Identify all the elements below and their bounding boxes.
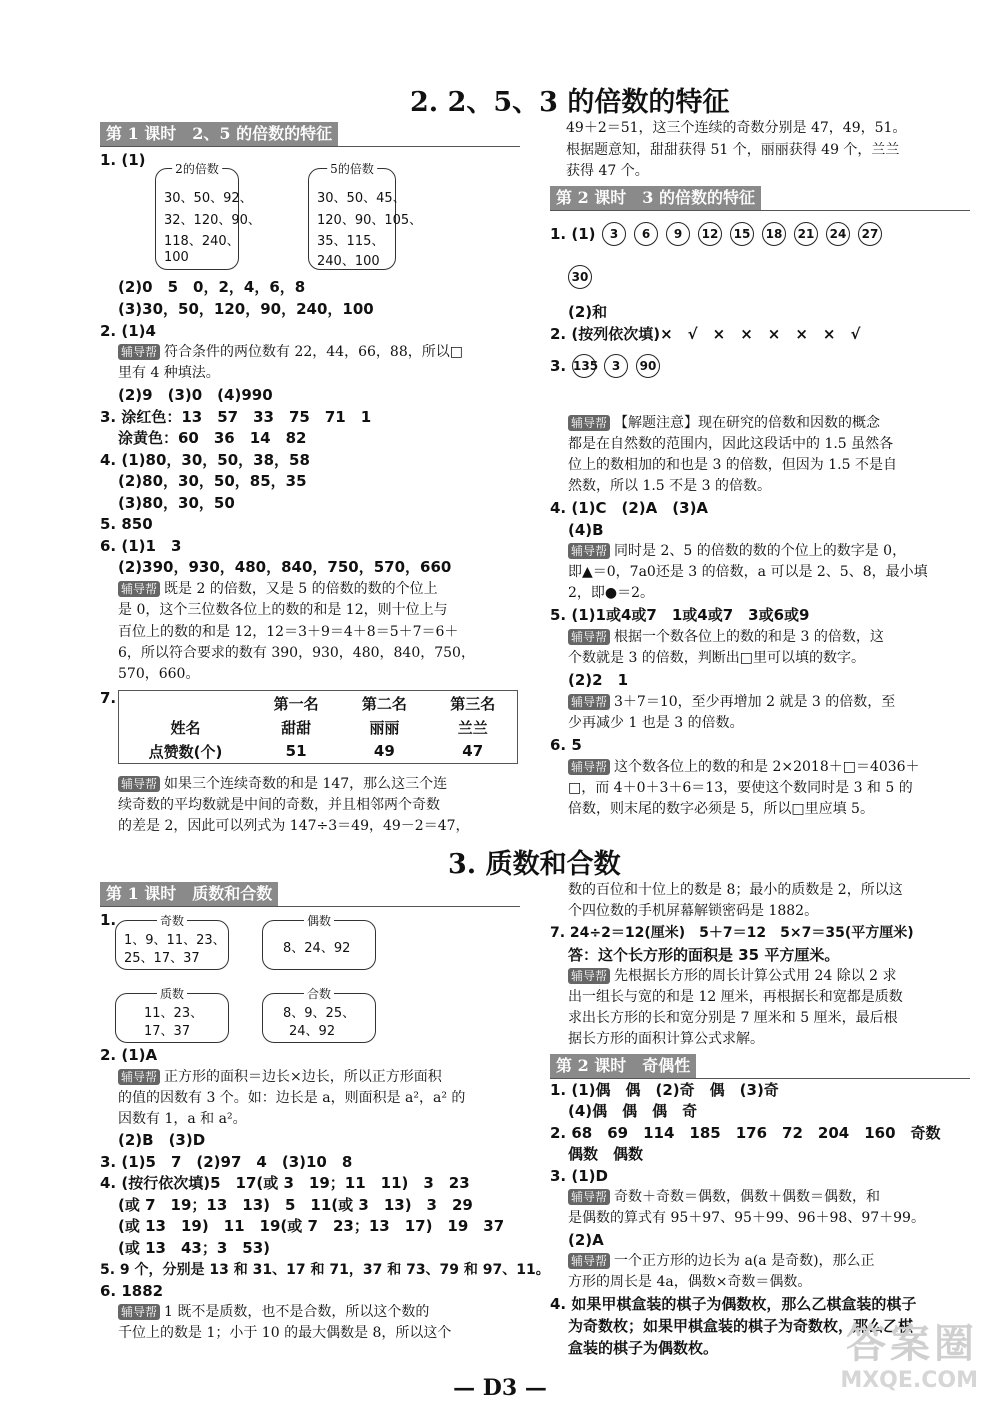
helper-note: 因数有 1，a 和 a²。 — [118, 1111, 247, 1127]
table-header: 第二名 — [361, 694, 407, 713]
table-header: 第三名 — [450, 694, 496, 713]
answer-line: (2)0 5 0，2，4，6，8 — [118, 278, 306, 296]
answer-line: 涂黄色：60 36 14 82 — [118, 429, 307, 447]
answer-line: (2)和 — [568, 303, 608, 321]
helper-note: 倍数，则末尾的数字必须是 5，所以□里应填 5。 — [568, 801, 874, 817]
helper-note — [118, 342, 463, 363]
helper-note — [118, 579, 438, 600]
box-title: 2的倍数 — [172, 160, 222, 177]
box-row: 35、115、 — [317, 234, 385, 249]
helper-badge: 辅导帮 — [568, 968, 610, 984]
helper-note: 根据题意知，甜甜获得 51 个，丽丽获得 49 个，兰兰 — [566, 142, 900, 158]
answer-line: 2. (1)4 — [100, 322, 156, 340]
helper-note: 少再减少 1 也是 3 的倍数。 — [568, 715, 744, 731]
helper-text: 符合条件的两位数有 22，44，66，88，所以□ — [164, 344, 463, 360]
answer-line: 为奇数枚；如果甲棋盒装的棋子为奇数枚，那么乙棋 — [568, 1317, 914, 1335]
answer-line: 5. (1)1或4或7 1或4或7 3或6或9 — [550, 606, 810, 624]
lesson-bar-label: 第 2 课时 奇偶性 — [550, 1054, 696, 1078]
helper-badge: 辅导帮 — [568, 543, 610, 559]
table-cell: 甜甜 — [281, 718, 312, 737]
helper-note: 个四位数的手机屏幕解锁密码是 1882。 — [568, 903, 819, 919]
lesson-bar — [100, 882, 520, 907]
helper-note: 是 0，这个三位数各位上的数的和是 12，则十位上与 — [118, 602, 448, 618]
helper-note — [568, 627, 884, 648]
helper-note — [568, 413, 880, 434]
prime-numbers-box — [115, 987, 229, 1043]
lesson-bar-label: 第 1 课时 2、5 的倍数的特征 — [100, 122, 338, 146]
circled-number: 12 — [698, 222, 722, 246]
helper-text: 3＋7＝10，至少再增加 2 就是 3 的倍数，至 — [614, 694, 896, 710]
helper-text: 一个正方形的边长为 a(a 是奇数)，那么正 — [614, 1253, 875, 1269]
answer-line: 2. (1)A — [100, 1046, 158, 1064]
answer-line: 6. (1)1 3 — [100, 537, 182, 555]
helper-text: 同时是 2、5 的倍数的数的个位上的数字是 0， — [614, 543, 907, 559]
helper-badge: 辅导帮 — [568, 1189, 610, 1205]
section-title: 2. 2、5、3 的倍数的特征 — [410, 87, 730, 118]
answer-line: 1. (1)偶 偶 (2)奇 偶 (3)奇 — [550, 1081, 779, 1099]
helper-badge: 辅导帮 — [568, 694, 610, 710]
helper-text: 奇数＋奇数＝偶数，偶数＋偶数＝偶数，和 — [614, 1189, 881, 1205]
box-row: 8、9、25、 — [283, 1006, 356, 1021]
even-numbers-box — [262, 914, 376, 970]
helper-text: 这个数各位上的数的和是 2×2018＋□＝4036＋ — [614, 759, 920, 775]
box-title: 奇数 — [157, 912, 187, 929]
helper-note — [118, 1067, 442, 1088]
box-row: 100 — [164, 250, 189, 265]
table-header: 第一名 — [273, 694, 319, 713]
box-row: 30、50、45、 — [317, 191, 406, 206]
answer-line: (4)B — [568, 521, 604, 539]
answer-line: 7. — [100, 689, 117, 707]
box-row: 8、24、92 — [283, 941, 351, 956]
helper-note: 百位上的数的和是 12，12＝3＋9＝4＋8＝5＋7＝6＋ — [118, 624, 459, 640]
circled-number: 90 — [636, 354, 660, 378]
helper-badge: 辅导帮 — [568, 629, 610, 645]
helper-note: 出一组长与宽的和是 12 厘米，再根据长和宽都是质数 — [568, 989, 903, 1005]
helper-note — [568, 1187, 880, 1208]
circled-number: 9 — [666, 222, 690, 246]
box-row: 24、92 — [289, 1024, 336, 1039]
helper-note: 千位上的数是 1；小于 10 的最大偶数是 8，所以这个 — [118, 1325, 452, 1341]
box-row: 1、9、11、23、 — [124, 933, 226, 948]
answer-line: 偶数 偶数 — [568, 1145, 644, 1163]
circled-number: 6 — [634, 222, 658, 246]
helper-badge: 辅导帮 — [118, 344, 160, 360]
answer-line: 3. 涂红色：13 57 33 75 71 1 — [100, 408, 372, 426]
helper-note: 6，所以符合要求的数有 390，930，480，840，750， — [118, 645, 475, 661]
helper-note: 里有 4 种填法。 — [118, 365, 220, 381]
answer-line: 3. (1)D — [550, 1167, 608, 1185]
lesson-bar — [550, 1054, 970, 1079]
answer-line: 2. 68 69 114 185 176 72 204 160 奇数 — [550, 1124, 941, 1142]
answer-line: 盒装的棋子为偶数枚。 — [568, 1339, 719, 1357]
composite-numbers-box — [262, 987, 376, 1043]
watermark-url: MXQE.COM — [840, 1368, 978, 1393]
helper-note: 是偶数的算式有 95＋97、95＋99、96＋98、97＋99。 — [568, 1210, 925, 1226]
circled-answers — [568, 265, 600, 289]
helper-note: 然数，所以 1.5 不是 3 的倍数。 — [568, 478, 771, 494]
answer-line: (3)80，30，50 — [118, 494, 235, 512]
answer-line: 6. 1882 — [100, 1282, 164, 1300]
table-cell: 姓名 — [170, 718, 201, 737]
question-label: 1. (1) — [100, 151, 146, 169]
answer-line: (或 7 19；13 13) 5 11(或 3 13) 3 29 — [118, 1196, 473, 1214]
helper-note: 都是在自然数的范围内，因此这段话中的 1.5 虽然各 — [568, 436, 894, 452]
helper-note: 的值的因数有 3 个。如：边长是 a，则面积是 a²，a² 的 — [118, 1090, 466, 1106]
box-row: 11、23、 — [144, 1006, 204, 1021]
table-cell: 点赞数(个) — [148, 742, 223, 761]
answer-line: (2)80，30，50，85，35 — [118, 472, 307, 490]
answer-line: (2)2 1 — [568, 671, 629, 689]
lesson-bar — [550, 186, 970, 211]
box-row: 120、90、105、 — [317, 213, 423, 228]
table-cell — [119, 691, 252, 716]
question-label: 3. — [550, 357, 567, 375]
helper-badge: 辅导帮 — [118, 581, 160, 597]
answer-line: (2)B (3)D — [118, 1131, 206, 1149]
helper-note: 方形的周长是 4a，偶数×奇数＝偶数。 — [568, 1274, 812, 1290]
helper-badge: 辅导帮 — [118, 776, 160, 792]
circled-number: 135 — [572, 354, 596, 378]
helper-text: 根据一个数各位上的数的和是 3 的倍数，这 — [614, 629, 884, 645]
answer-line: (或 13 19) 11 19(或 7 23；13 17) 19 37 — [118, 1217, 505, 1235]
watermark-logo: 答案圈 — [846, 1321, 978, 1367]
helper-text: 【解题注意】现在研究的倍数和因数的概念 — [614, 415, 881, 431]
circled-answers — [572, 354, 668, 378]
helper-note: 49＋2＝51，这三个连续的奇数分别是 47，49，51。 — [566, 120, 907, 136]
helper-note: 数的百位和十位上的数是 8；最小的质数是 2，所以这 — [568, 882, 903, 898]
helper-note — [568, 692, 895, 713]
answer-line: (3)30，50，120，90，240，100 — [118, 300, 374, 318]
helper-badge: 辅导帮 — [568, 415, 610, 431]
circled-number: 3 — [604, 354, 628, 378]
circled-number: 18 — [762, 222, 786, 246]
helper-text: 先根据长方形的周长计算公式用 24 除以 2 求 — [614, 968, 897, 984]
helper-note — [568, 966, 897, 987]
helper-text: 正方形的面积＝边长×边长，所以正方形面积 — [164, 1069, 442, 1085]
helper-note: 个数就是 3 的倍数，判断出□里可以填的数字。 — [568, 650, 866, 666]
helper-text: 既是 2 的倍数，又是 5 的倍数的数的个位上 — [164, 581, 438, 597]
answer-line: 4. (按行依次填)5 17(或 3 19；11 11) 3 23 — [100, 1174, 470, 1192]
answer-line: 5. 850 — [100, 515, 153, 533]
helper-text: 如果三个连续奇数的和是 147，那么这三个连 — [164, 776, 448, 792]
section-title: 3. 质数和合数 — [448, 849, 621, 880]
answer-line: 2. (按列依次填)× √ × × × × × √ — [550, 325, 861, 343]
table-cell: 47 — [462, 742, 484, 760]
table-cell: 49 — [373, 742, 395, 760]
helper-note: 求出长方形的长和宽分别是 7 厘米和 5 厘米，最后根 — [568, 1010, 898, 1026]
box-row: 32、120、90、 — [164, 213, 261, 228]
answer-line: (2)9 (3)0 (4)990 — [118, 386, 273, 404]
answer-line: 4. (1)80，30，50，38，58 — [100, 451, 310, 469]
box-title: 质数 — [157, 985, 187, 1002]
box-row: 25、17、37 — [124, 951, 200, 966]
answer-line: 答：这个长方形的面积是 35 平方厘米。 — [568, 946, 840, 964]
helper-badge: 辅导帮 — [568, 759, 610, 775]
lesson-bar — [100, 122, 520, 147]
circled-number: 30 — [568, 265, 592, 289]
answer-line: (2)390，930，480，840，750，570，660 — [118, 558, 452, 576]
question-label: 1. — [100, 911, 117, 929]
helper-note — [118, 1302, 429, 1323]
helper-badge: 辅导帮 — [568, 1253, 610, 1269]
helper-note: 即▲＝0，7a0还是 3 的倍数，a 可以是 2、5、8，最小填 — [568, 564, 928, 580]
answer-line: 6. 5 — [550, 736, 582, 754]
helper-note — [118, 774, 447, 795]
table-cell: 51 — [285, 742, 307, 760]
helper-note: 续奇数的平均数就是中间的奇数，并且相邻两个奇数 — [118, 797, 440, 813]
multiples-of-5-box — [308, 162, 423, 270]
helper-text: 1 既不是质数，也不是合数，所以这个数的 — [164, 1304, 430, 1320]
answer-line: 4. 如果甲棋盒装的棋子为偶数枚，那么乙棋盒装的棋子 — [550, 1295, 917, 1313]
helper-note — [568, 541, 906, 562]
circled-number: 3 — [602, 222, 626, 246]
helper-note: 获得 47 个。 — [566, 163, 649, 179]
circled-answers — [602, 222, 890, 246]
helper-note: □，而 4＋0＋3＋6＝13，要使这个数同时是 3 和 5 的 — [568, 780, 913, 796]
helper-badge: 辅导帮 — [118, 1304, 160, 1320]
helper-note: 570，660。 — [118, 666, 200, 682]
answer-line: (或 13 43；3 53) — [118, 1239, 270, 1257]
circled-number: 24 — [826, 222, 850, 246]
circled-number: 15 — [730, 222, 754, 246]
multiples-of-2-box — [155, 162, 261, 270]
helper-note: 据长方形的面积计算公式求解。 — [568, 1031, 764, 1047]
lesson-bar-label: 第 2 课时 3 的倍数的特征 — [550, 186, 761, 210]
table-cell: 兰兰 — [457, 718, 488, 737]
circled-number: 21 — [794, 222, 818, 246]
page-number: — D3 — — [453, 1375, 547, 1401]
helper-note — [568, 757, 920, 778]
answer-line: 4. (1)C (2)A (3)A — [550, 499, 709, 517]
helper-note: 2，即●＝2。 — [568, 585, 655, 601]
helper-note: 位上的数相加的和也是 3 的倍数，但因为 1.5 不是自 — [568, 457, 897, 473]
helper-note: 的差是 2，因此可以列式为 147÷3＝49，49－2＝47， — [118, 818, 470, 834]
box-row: 240、100 — [317, 254, 380, 269]
ranking-table — [118, 690, 518, 764]
lesson-bar-label: 第 1 课时 质数和合数 — [100, 882, 278, 906]
box-row: 17、37 — [144, 1024, 191, 1039]
circled-number: 27 — [858, 222, 882, 246]
box-row: 30、50、92、 — [164, 191, 253, 206]
answer-line: (2)A — [568, 1231, 604, 1249]
answer-line: 5. 9 个，分别是 13 和 31、17 和 71，37 和 73、79 和 97、11。 — [100, 1262, 550, 1278]
answer-line: 3. (1)5 7 (2)97 4 (3)10 8 — [100, 1153, 353, 1171]
box-title: 合数 — [304, 985, 334, 1002]
answer-line: (4)偶 偶 偶 奇 — [568, 1102, 698, 1120]
question-label: 1. (1) — [550, 225, 596, 243]
box-title: 5的倍数 — [327, 160, 377, 177]
table-cell: 丽丽 — [369, 718, 400, 737]
odd-numbers-box — [115, 914, 229, 970]
box-row: 118、240、 — [164, 234, 240, 249]
box-title: 偶数 — [304, 912, 334, 929]
helper-note — [568, 1251, 875, 1272]
helper-badge: 辅导帮 — [118, 1069, 160, 1085]
answer-line: 7. 24÷2＝12(厘米) 5＋7＝12 5×7＝35(平方厘米) — [550, 925, 914, 941]
